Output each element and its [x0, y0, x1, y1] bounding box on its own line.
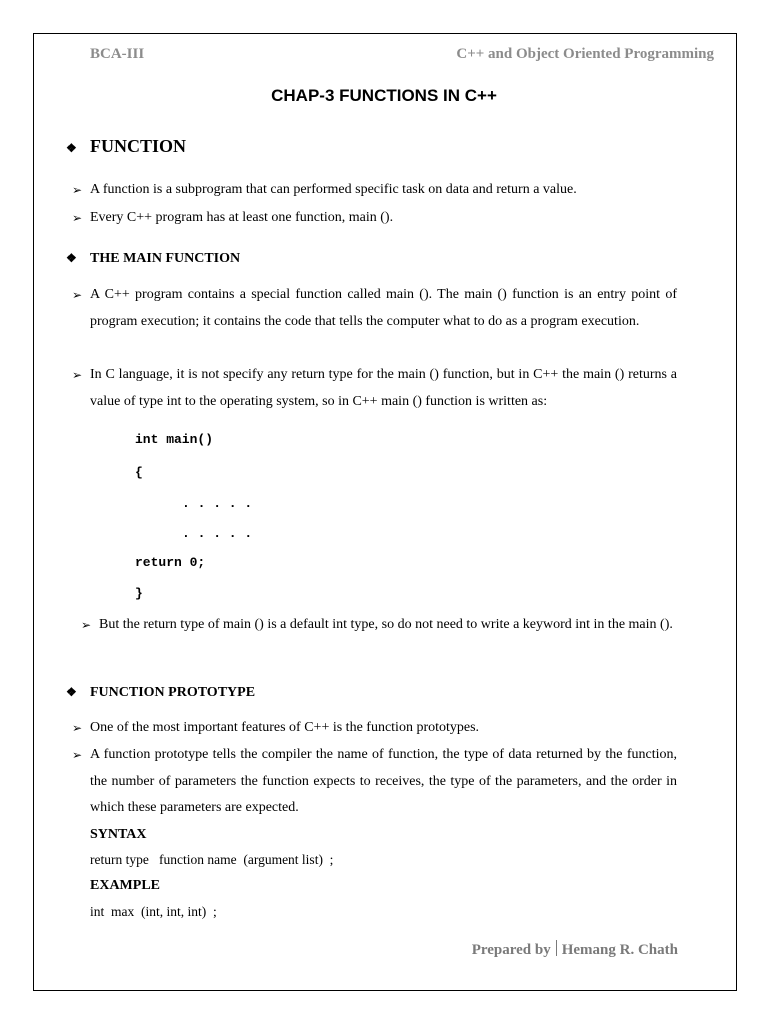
- bullet-text: A C++ program contains a special function called main (). The main () function is an entry point of program execution; it contains the code that tells the computer what to do as a program execution.: [90, 287, 677, 329]
- header-subject: C++ and Object Oriented Programming: [456, 46, 714, 62]
- list-item: [72, 362, 677, 415]
- list-item: [81, 612, 677, 639]
- section-prototype-heading: [66, 685, 255, 701]
- code-line: int main(): [135, 432, 214, 447]
- section-function-label: FUNCTION: [90, 136, 187, 156]
- footer-author: Hemang R. Chath: [561, 942, 678, 958]
- example-label: EXAMPLE: [90, 878, 160, 893]
- diamond-bullet-icon: ❖: [66, 141, 77, 155]
- header-course: BCA-III: [90, 46, 145, 62]
- arrow-bullet-icon: ➢: [72, 211, 83, 225]
- code-line: . . . . .: [182, 526, 253, 541]
- section-function-heading: [66, 136, 186, 157]
- bullet-text: One of the most important features of C++ is the function prototypes.: [90, 720, 480, 735]
- arrow-bullet-icon: ➢: [72, 721, 83, 735]
- code-line: {: [135, 465, 143, 480]
- arrow-bullet-icon: ➢: [72, 368, 83, 382]
- syntax-text: return type function name (argument list) ;: [90, 852, 334, 867]
- arrow-bullet-icon: ➢: [72, 288, 83, 302]
- list-item: [72, 742, 677, 822]
- footer-prepared: Prepared by: [471, 942, 551, 958]
- code-line: . . . . .: [182, 496, 253, 511]
- section-prototype-label: FUNCTION PROTOTYPE: [90, 685, 256, 700]
- arrow-bullet-icon: ➢: [72, 183, 83, 197]
- bullet-text: A function prototype tells the compiler the name of function, the type of data returned by the function, the number of parameters the function expects to receives, the type of the parameters, and the order in which these parameters are expected.: [90, 747, 677, 815]
- code-line: }: [135, 586, 143, 601]
- bullet-text: Every C++ program has at least one function, main ().: [90, 210, 394, 225]
- footer-credit: [472, 940, 678, 959]
- section-main-label: THE MAIN FUNCTION: [90, 251, 241, 266]
- diamond-bullet-icon: ❖: [66, 685, 77, 699]
- syntax-label: SYNTAX: [90, 827, 147, 842]
- code-line: return 0;: [135, 555, 206, 570]
- example-text: int max (int, int, int) ;: [90, 904, 217, 919]
- list-item: [72, 205, 680, 232]
- bullet-text: A function is a subprogram that can performed specific task on data and return a value.: [90, 182, 577, 197]
- chapter-title: CHAP-3 FUNCTIONS IN C++: [271, 86, 497, 105]
- diamond-bullet-icon: ❖: [66, 251, 77, 265]
- arrow-bullet-icon: ➢: [72, 748, 83, 762]
- footer-divider: [556, 940, 557, 956]
- list-item: [72, 177, 680, 204]
- bullet-text: In C language, it is not specify any return type for the main () function, but in C++ the main () returns a value of type int to the operating system, so in C++ main () function is written as:: [90, 367, 677, 409]
- section-main-heading: [66, 251, 240, 267]
- list-item: [72, 282, 677, 335]
- list-item: [72, 715, 677, 742]
- arrow-bullet-icon: ➢: [81, 618, 92, 632]
- bullet-text: But the return type of main () is a default int type, so do not need to write a keyword int in the main ().: [99, 617, 673, 632]
